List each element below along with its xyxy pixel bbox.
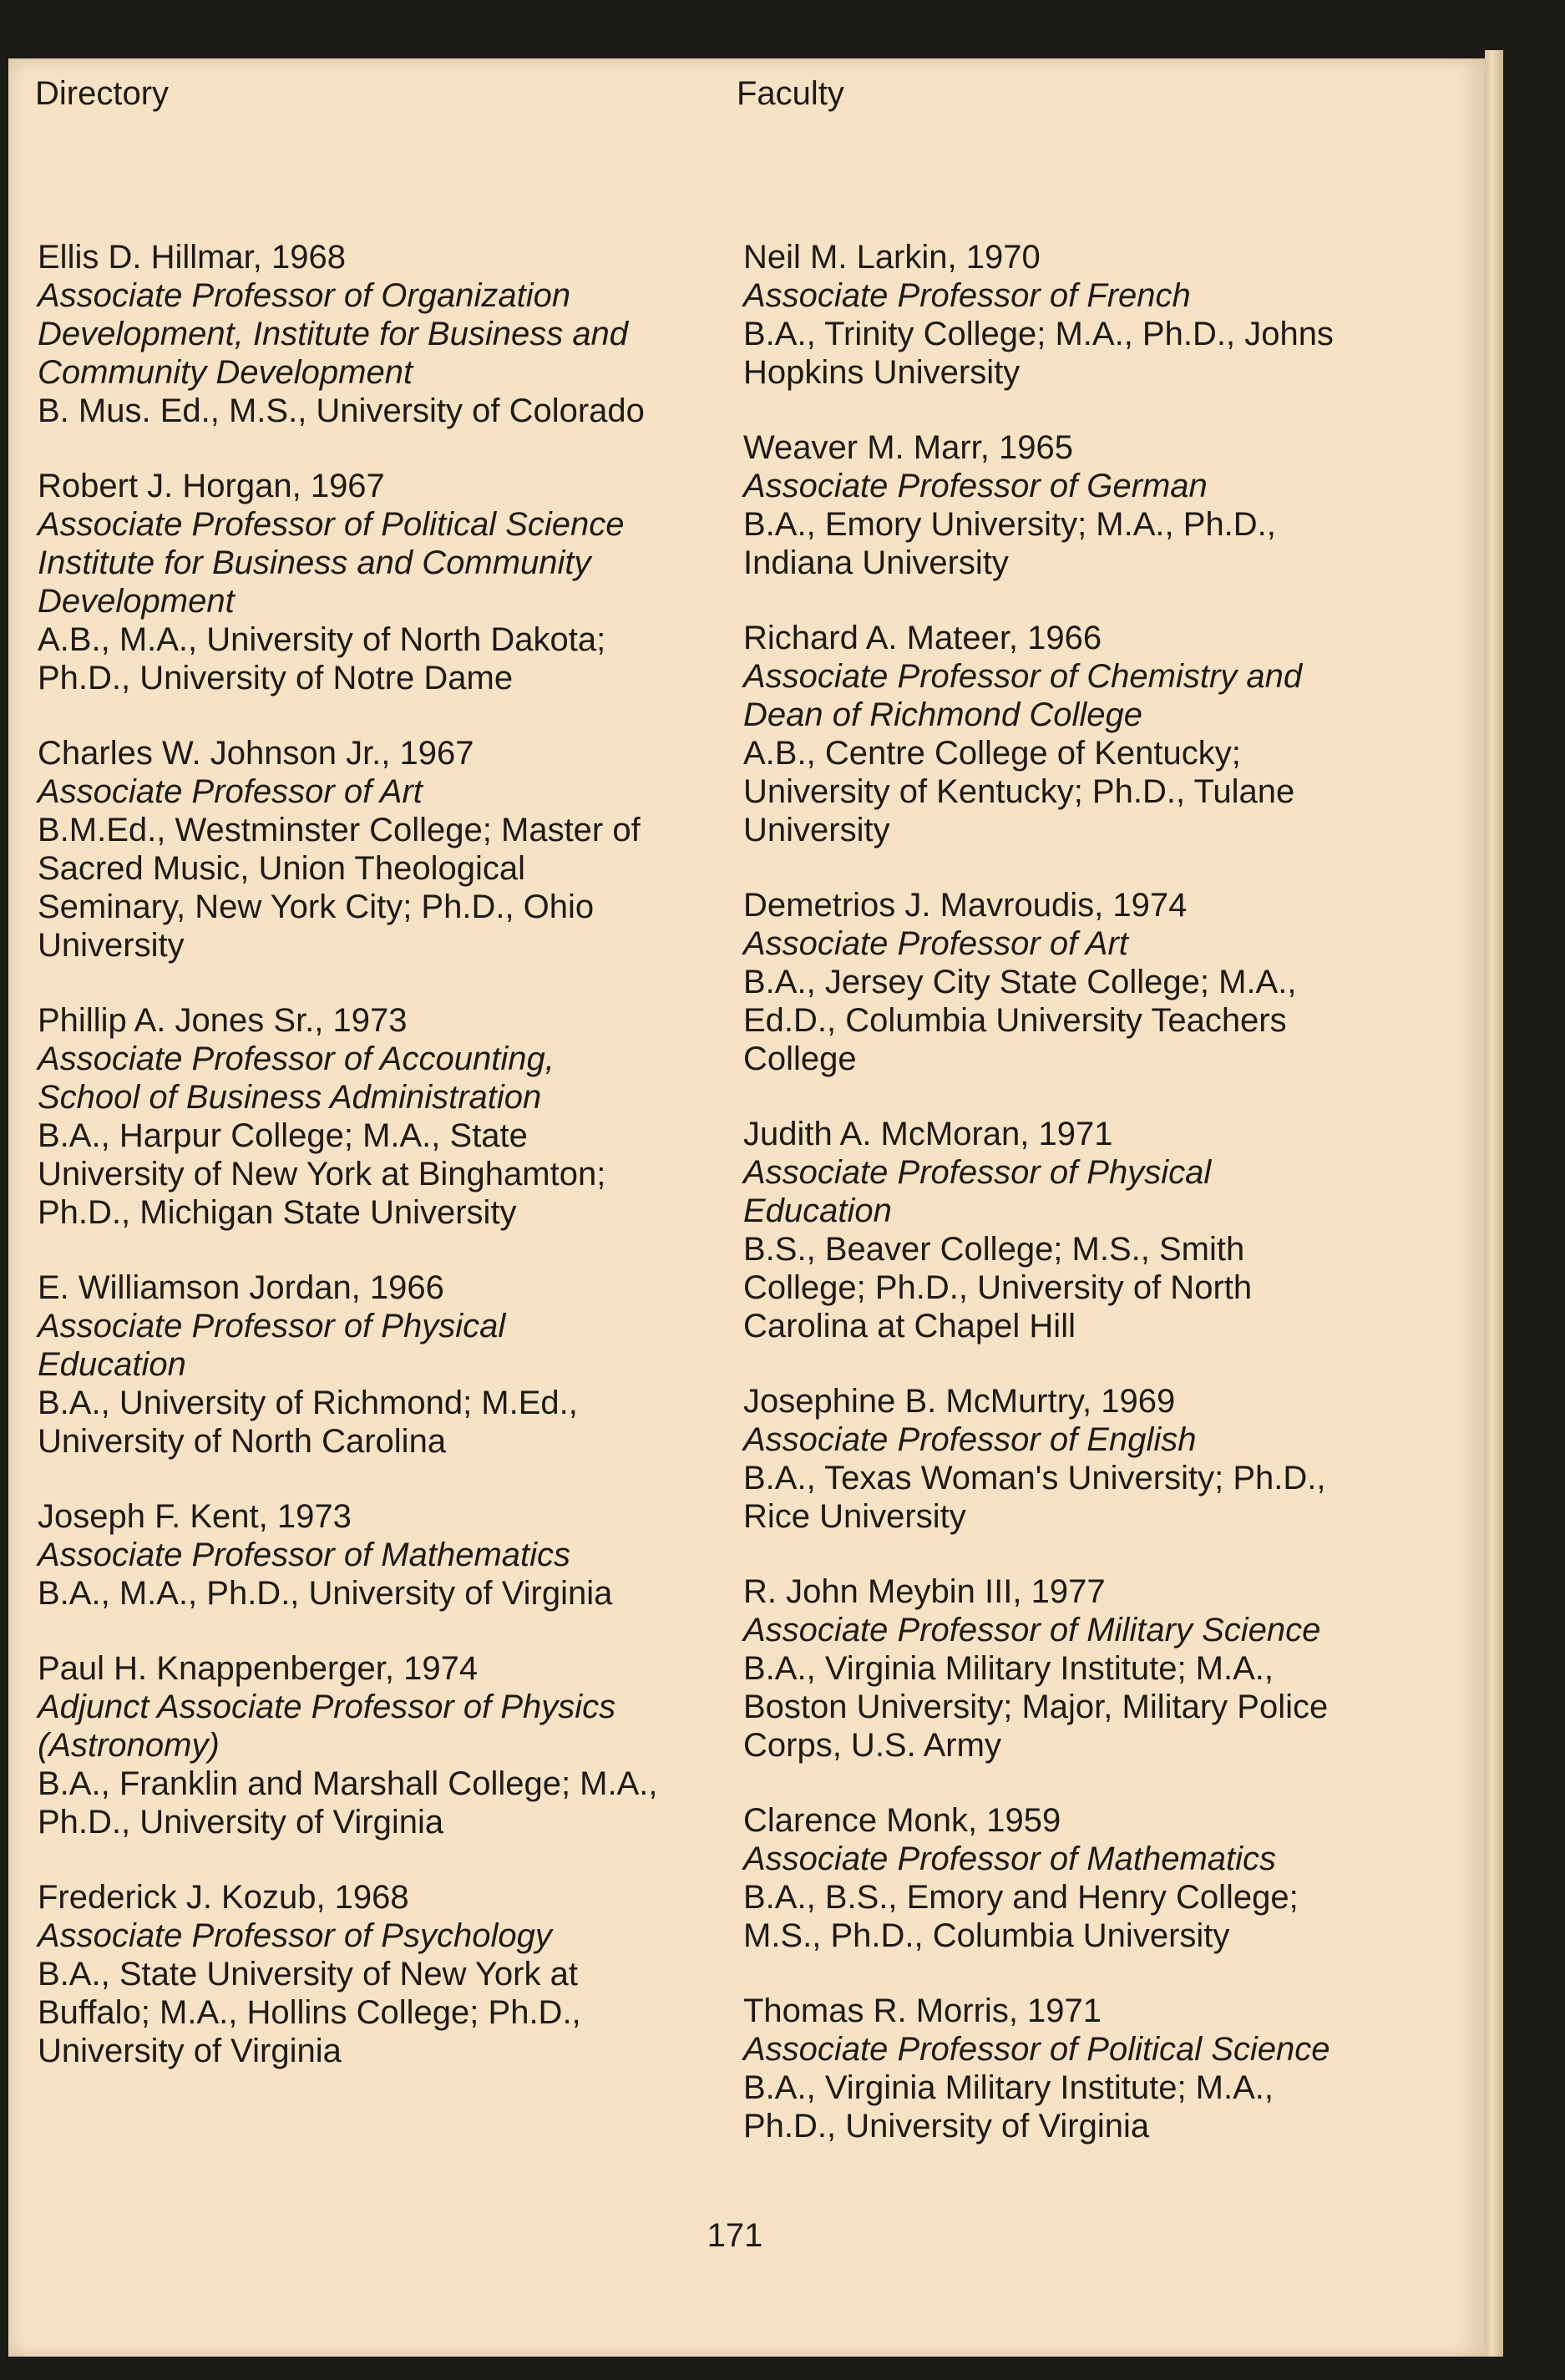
faculty-degrees-line: B.S., Beaver College; M.S., Smith — [743, 1231, 1245, 1268]
faculty-title-line: Associate Professor of French — [743, 277, 1191, 314]
faculty-entry — [743, 1382, 1436, 1536]
faculty-degrees-line: College; Ph.D., University of North — [743, 1269, 1253, 1306]
faculty-name: Demetrios J. Mavroudis, 1974 — [743, 887, 1188, 924]
faculty-degrees-line: Ph.D., Michigan State University — [38, 1194, 517, 1231]
faculty-name: Richard A. Mateer, 1966 — [743, 620, 1102, 656]
faculty-entry — [38, 1878, 731, 2070]
faculty-degrees-line: Ph.D., University of Virginia — [743, 2108, 1150, 2145]
faculty-title-line: Associate Professor of Organization — [38, 277, 571, 314]
faculty-degrees-line: Seminary, New York City; Ph.D., Ohio — [38, 889, 595, 925]
faculty-name: Clarence Monk, 1959 — [743, 1802, 1061, 1839]
faculty-entry — [38, 467, 731, 697]
faculty-degrees-line: Rice University — [743, 1498, 966, 1535]
faculty-title-line: Associate Professor of Accounting, — [38, 1041, 555, 1077]
faculty-degrees-line: Ph.D., University of Virginia — [38, 1804, 444, 1841]
faculty-title-line: Associate Professor of Chemistry and — [743, 658, 1303, 695]
faculty-entry — [743, 428, 1436, 582]
faculty-name: Phillip A. Jones Sr., 1973 — [38, 1002, 408, 1039]
faculty-degrees-line: B.A., Emory University; M.A., Ph.D., — [743, 506, 1276, 543]
faculty-title-line: Associate Professor of Physical — [38, 1308, 506, 1344]
faculty-name: Charles W. Johnson Jr., 1967 — [38, 735, 474, 772]
faculty-name: Joseph F. Kent, 1973 — [38, 1498, 352, 1535]
faculty-entry — [743, 1801, 1436, 1955]
faculty-degrees-line: A.B., Centre College of Kentucky; — [743, 735, 1241, 772]
faculty-degrees-line: A.B., M.A., University of North Dakota; — [38, 621, 606, 658]
faculty-title-line: Associate Professor of Psychology — [38, 1917, 552, 1954]
faculty-title-line: Development — [38, 583, 235, 620]
right-column — [743, 238, 1436, 2182]
faculty-entry — [38, 238, 731, 430]
faculty-title-line: Associate Professor of Military Science — [743, 1612, 1321, 1648]
faculty-degrees-line: University — [38, 927, 185, 964]
faculty-entry — [743, 886, 1436, 1078]
faculty-title-line: Institute for Business and Community — [38, 544, 591, 581]
faculty-title-line: Associate Professor of Art — [743, 925, 1128, 962]
faculty-title-line: Dean of Richmond College — [743, 696, 1143, 733]
faculty-degrees-line: Ed.D., Columbia University Teachers — [743, 1002, 1287, 1039]
faculty-degrees-line: Carolina at Chapel Hill — [743, 1308, 1076, 1344]
faculty-title-line: Education — [743, 1193, 892, 1229]
faculty-entry — [743, 1115, 1436, 1345]
faculty-title-line: Adjunct Associate Professor of Physics — [38, 1689, 616, 1725]
faculty-title-line: Associate Professor of Political Science — [38, 506, 625, 543]
faculty-title-line: Associate Professor of Mathematics — [743, 1841, 1277, 1877]
faculty-degrees-line: B.A., Franklin and Marshall College; M.A., — [38, 1765, 658, 1802]
faculty-entry — [743, 238, 1436, 392]
faculty-title-line: Development, Institute for Business and — [38, 316, 629, 352]
faculty-degrees-line: B.A., Virginia Military Institute; M.A., — [743, 1650, 1274, 1687]
faculty-entry — [743, 1992, 1436, 2145]
faculty-degrees-line: B.A., Trinity College; M.A., Ph.D., Johns — [743, 316, 1334, 352]
faculty-degrees-line: B.A., Texas Woman's University; Ph.D., — [743, 1460, 1326, 1496]
faculty-degrees-line: University of North Carolina — [38, 1423, 447, 1460]
faculty-title-line: Associate Professor of Political Science — [743, 2031, 1330, 2068]
faculty-degrees-line: College — [743, 1041, 857, 1077]
faculty-degrees-line: Hopkins University — [743, 354, 1021, 391]
faculty-degrees-line: B.A., B.S., Emory and Henry College; — [743, 1879, 1299, 1916]
faculty-title-line: Associate Professor of English — [743, 1421, 1197, 1458]
faculty-degrees-line: University of Virginia — [38, 2033, 342, 2069]
faculty-title-line: Associate Professor of Physical — [743, 1154, 1212, 1191]
left-column — [38, 238, 731, 2107]
page-edge — [1485, 50, 1503, 2357]
faculty-degrees-line: M.S., Ph.D., Columbia University — [743, 1917, 1230, 1954]
faculty-name: Frederick J. Kozub, 1968 — [38, 1879, 409, 1916]
faculty-degrees-line: Ph.D., University of Notre Dame — [38, 660, 514, 696]
faculty-degrees-line: B.A., Harpur College; M.A., State — [38, 1117, 528, 1154]
faculty-degrees-line: B.A., University of Richmond; M.Ed., — [38, 1385, 578, 1421]
running-header-right: Faculty — [737, 75, 844, 112]
faculty-name: E. Williamson Jordan, 1966 — [38, 1269, 444, 1306]
faculty-degrees-line: Buffalo; M.A., Hollins College; Ph.D., — [38, 1994, 581, 2031]
faculty-degrees-line: B.A., Virginia Military Institute; M.A., — [743, 2069, 1274, 2106]
faculty-title-line: Associate Professor of Art — [38, 773, 423, 810]
faculty-degrees-line: University of New York at Binghamton; — [38, 1156, 606, 1193]
faculty-title-line: (Astronomy) — [38, 1727, 220, 1764]
faculty-name: Robert J. Horgan, 1967 — [38, 468, 385, 504]
faculty-entry — [38, 1649, 731, 1841]
faculty-degrees-line: Indiana University — [743, 544, 1009, 581]
faculty-title-line: School of Business Administration — [38, 1079, 542, 1116]
faculty-name: Judith A. McMoran, 1971 — [743, 1116, 1113, 1152]
faculty-name: Neil M. Larkin, 1970 — [743, 239, 1041, 276]
faculty-degrees-line: B.A., State University of New York at — [38, 1956, 578, 1993]
faculty-title-line: Community Development — [38, 354, 413, 391]
faculty-degrees-line: B. Mus. Ed., M.S., University of Colorado — [38, 392, 645, 429]
faculty-degrees-line: Corps, U.S. Army — [743, 1727, 1001, 1764]
faculty-title-line: Associate Professor of Mathematics — [38, 1537, 571, 1573]
faculty-title-line: Associate Professor of German — [743, 468, 1208, 504]
running-header-left: Directory — [35, 75, 170, 112]
faculty-degrees-line: University of Kentucky; Ph.D., Tulane — [743, 773, 1295, 810]
faculty-degrees-line: B.M.Ed., Westminster College; Master of — [38, 812, 641, 848]
faculty-entry — [743, 1572, 1436, 1765]
faculty-name: Josephine B. McMurtry, 1969 — [743, 1383, 1176, 1420]
faculty-degrees-line: University — [743, 812, 890, 848]
faculty-name: Paul H. Knappenberger, 1974 — [38, 1650, 479, 1687]
faculty-name: Ellis D. Hillmar, 1968 — [38, 239, 347, 276]
faculty-name: R. John Meybin III, 1977 — [743, 1573, 1106, 1610]
faculty-degrees-line: B.A., Jersey City State College; M.A., — [743, 964, 1297, 1000]
faculty-entry — [38, 1001, 731, 1232]
faculty-degrees-line: Sacred Music, Union Theological — [38, 850, 526, 887]
faculty-degrees-line: Boston University; Major, Military Police — [743, 1689, 1329, 1725]
faculty-entry — [38, 1497, 731, 1613]
faculty-entry — [38, 734, 731, 965]
faculty-title-line: Education — [38, 1346, 186, 1383]
faculty-name: Thomas R. Morris, 1971 — [743, 1993, 1102, 2029]
faculty-entry — [743, 619, 1436, 849]
page-number: 171 — [707, 2217, 763, 2254]
faculty-degrees-line: B.A., M.A., Ph.D., University of Virginia — [38, 1575, 613, 1612]
faculty-name: Weaver M. Marr, 1965 — [743, 429, 1073, 466]
faculty-entry — [38, 1268, 731, 1461]
